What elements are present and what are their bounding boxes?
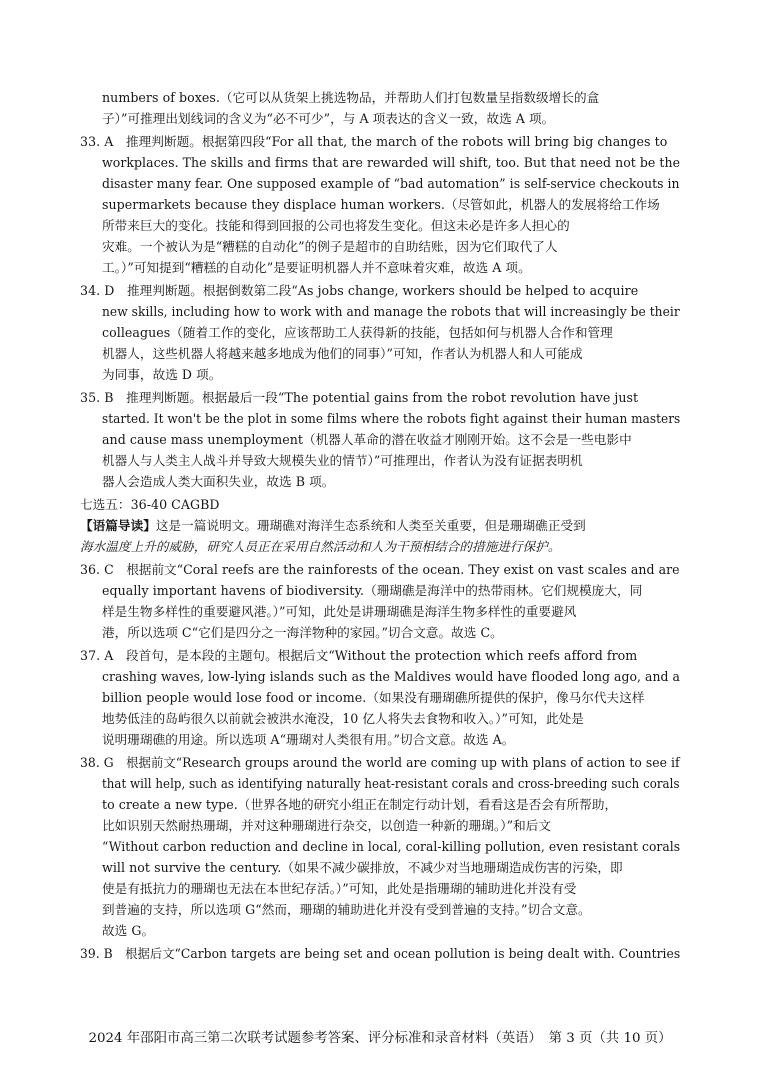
text-line — [102, 154, 680, 172]
text-line — [102, 796, 617, 814]
page-footer: 2024 年邵阳市高三第二次联考试题参考答案、评分标准和录音材料（英语） 第 3 页（共 10 页） — [88, 1031, 672, 1046]
text-line — [80, 561, 680, 579]
text-line — [102, 710, 584, 728]
text-line — [102, 922, 154, 940]
text-line — [102, 731, 514, 749]
line-text: supermarkets because they displace human workers.（尽管如此，机器人的发展将给工作场 — [102, 197, 660, 212]
text-line — [102, 473, 334, 491]
line-text: 海水温度上升的威胁，研究人员正在采用自然活动和人为干预相结合的措施进行保护。 — [80, 539, 561, 554]
line-text: 到普遍的支持，所以选项 G“然而，珊瑚的辅助进化并没有受到普遍的支持。”切合文意。 — [102, 902, 591, 917]
line-text: numbers of boxes.（它可以从货架上挑选物品，并帮助人们打包数量呈指数级增长的盒 — [102, 90, 600, 105]
text-line — [102, 452, 583, 470]
text-line — [102, 431, 632, 449]
line-text: 33. A 推理判断题。根据第四段“For all that, the march of the robots will bring big changes to — [80, 134, 668, 149]
text-line — [102, 410, 680, 428]
line-text: colleagues（随着工作的变化，应该帮助工人获得新的技能，包括如何与机器人合作和管理 — [102, 325, 613, 340]
line-text: that will help, such as identifying naturally heat-resistant corals and cross-breeding such corals — [102, 776, 680, 791]
text-line — [80, 517, 586, 535]
line-text: 37. A 段首句，是本段的主题句。根据后文“Without the protection which reefs afford from — [80, 648, 638, 663]
text-line — [102, 196, 660, 214]
text-line — [102, 324, 613, 342]
line-text: 故选 G。 — [102, 923, 155, 938]
text-line — [102, 838, 680, 856]
text-line — [102, 859, 623, 877]
line-text: 所带来巨大的变化。技能和得到回报的公司也将发生变化。但这未必是许多人担心的 — [102, 218, 570, 233]
line-text: 为同事，故选 D 项。 — [102, 367, 222, 382]
text-line — [102, 901, 591, 919]
line-text: 子）”可推理出划线词的含义为“必不可少”，与 A 项表达的含义一致，故选 A 项。 — [102, 111, 555, 126]
text-line — [102, 603, 576, 621]
text-line — [102, 238, 558, 256]
text-line — [102, 110, 554, 128]
line-text: 使是有抵抗力的珊瑚也无法在本世纪存活。）”可知，此处是指珊瑚的辅助进化并没有受 — [102, 881, 577, 896]
text-line — [102, 624, 503, 642]
line-text: 港，所以选项 C“它们是四分之一海洋物种的家园。”切合文意。故选 C。 — [102, 625, 503, 640]
line-text: started. It won't be the plot in some films where the robots fight against their human masters — [102, 411, 681, 426]
line-text: 机器人与人类主人战斗并导致大规模失业的情节）”可推理出，作者认为没有证据表明机 — [102, 453, 583, 468]
line-text: 38. G 根据前文“Research groups around the world are coming up with plans of action to see if — [80, 755, 680, 770]
text-line — [80, 945, 680, 963]
line-text: billion people would lose food or income.（如果没有珊瑚礁所提供的保护，像马尔代夫这样 — [102, 690, 645, 705]
line-text: 39. B 根据后文“Carbon targets are being set and ocean pollution is being dealt with. Countries — [80, 946, 681, 961]
line-text: 器人会造成人类大面积失业，故选 B 项。 — [102, 474, 335, 489]
text-line — [80, 282, 638, 300]
line-text: equally important havens of biodiversity.（珊瑚礁是海洋中的热带雨林。它们规模庞大，同 — [102, 583, 643, 598]
line-text: 比如识别天然耐热珊瑚，并对这种珊瑚进行杂交，以创造一种新的珊瑚。）”和后文 — [102, 818, 552, 833]
line-text: disaster many fear. One supposed example of “bad automation” is self-service checkouts in — [102, 176, 680, 191]
section-tag: 【语篇导读】 — [80, 518, 156, 533]
text-line — [80, 647, 637, 665]
line-text: new skills, including how to work with and manage the robots that will increasingly be their — [102, 304, 680, 319]
line-text: 说明珊瑚礁的用途。所以选项 A“珊瑚对人类很有用。”切合文意。故选 A。 — [102, 732, 515, 747]
text-line — [102, 817, 551, 835]
text-line — [102, 668, 680, 686]
text-line — [102, 880, 576, 898]
line-text: will not survive the century.（如果不减少碳排放，不减少对当地珊瑚造成伤害的污染，即 — [102, 860, 623, 875]
line-text: 机器人，这些机器人将越来越多地成为他们的同事）”可知，作者认为机器人和人可能成 — [102, 346, 583, 361]
line-text: 这是一篇说明文。珊瑚礁对海洋生态系统和人类至关重要，但是珊瑚礁正受到 — [155, 518, 586, 533]
line-text: 35. B 推理判断题。根据最后一段“The potential gains from the robot revolution have just — [80, 390, 639, 405]
line-text: 34. D 推理判断题。根据倒数第二段“As jobs change, workers should be helped to acquire — [80, 283, 639, 298]
text-line — [102, 303, 680, 321]
text-line — [80, 389, 638, 407]
line-text: 地势低洼的岛屿很久以前就会被洪水淹没，10 亿人将失去食物和收入。）”可知，此处是 — [102, 711, 584, 726]
text-line — [80, 496, 220, 514]
text-line — [102, 582, 642, 600]
text-line — [102, 89, 599, 107]
line-text: 工。）”可知提到“糟糕的自动化”是要证明机器人并不意味着灾难，故选 A 项。 — [102, 260, 531, 275]
text-line — [102, 175, 680, 193]
text-line — [102, 217, 570, 235]
text-line — [102, 345, 583, 363]
line-text: 七选五：36-40 CAGBD — [80, 497, 220, 512]
text-line — [102, 689, 645, 707]
text-line — [80, 133, 667, 151]
line-text: to create a new type.（世界各地的研究小组正在制定行动计划，看看这是否会有所帮助， — [102, 797, 618, 812]
text-line — [102, 259, 531, 277]
line-text: and cause mass unemployment（机器人革命的潜在收益才刚刚开始。这不会是一些电影中 — [102, 432, 632, 447]
line-text: crashing waves, low-lying islands such as the Maldives would have flooded long ago, and a — [102, 669, 680, 684]
text-line — [80, 538, 560, 556]
line-text: 36. C 根据前文“Coral reefs are the rainforests of the ocean. They exist on vast scales and are — [80, 562, 680, 577]
text-line — [102, 775, 680, 793]
line-text: 样是生物多样性的重要避风港。）”可知，此处是讲珊瑚礁是海洋生物多样性的重要避风 — [102, 604, 577, 619]
text-line — [80, 754, 680, 772]
line-text: “Without carbon reduction and decline in local, coral-killing pollution, even resistant corals — [102, 839, 681, 854]
line-text: workplaces. The skills and firms that are rewarded will shift, too. But that need not be the — [102, 155, 681, 170]
line-text: 灾难。一个被认为是“糟糕的自动化”的例子是超市的自助结账，因为它们取代了人 — [102, 239, 558, 254]
text-line — [102, 366, 221, 384]
